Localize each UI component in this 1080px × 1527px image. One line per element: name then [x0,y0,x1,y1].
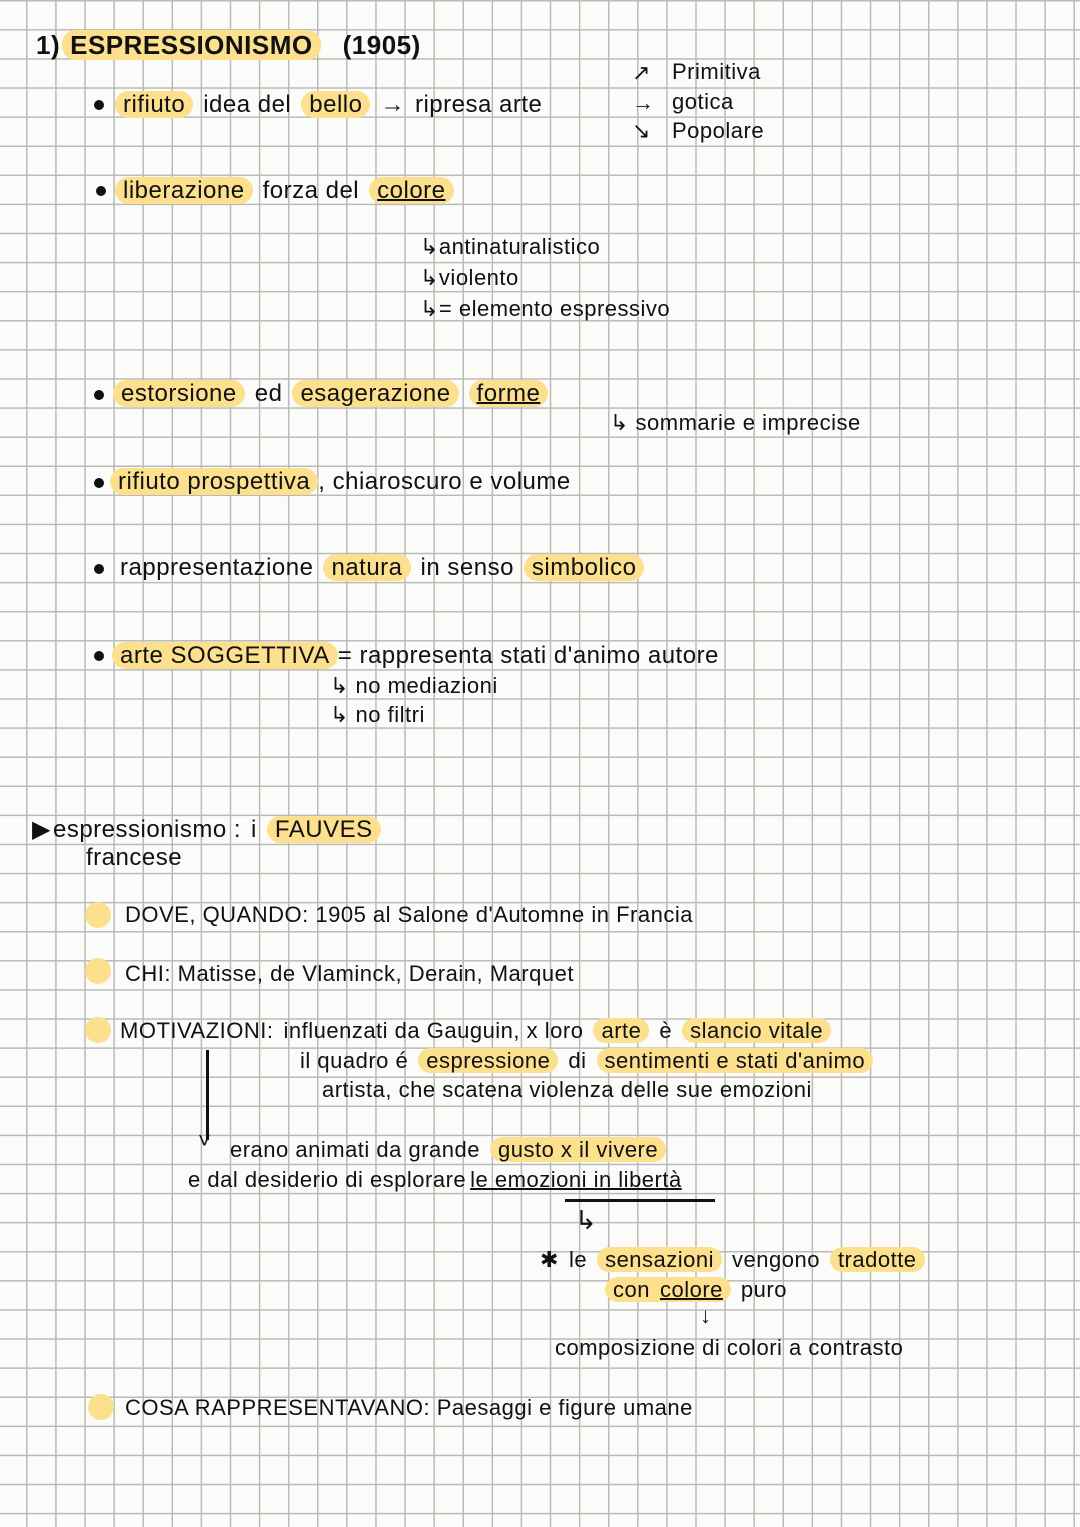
underlined-emozioni: le emozioni in libertà [470,1167,682,1192]
text: e dal desiderio di esplorare [188,1167,467,1192]
bullet-liberazione [115,176,464,206]
bullet-dot [94,478,104,488]
yellow-circle-icon [88,1394,114,1420]
item-motivazioni [120,1016,841,1046]
sub-item: ↳ no mediazioni [330,673,498,698]
bullet-dot [96,186,106,196]
branch-arrow-icon: → [632,90,654,115]
section-header [32,815,391,845]
hl-tradotte: tradotte [830,1247,925,1272]
text: di [568,1048,587,1073]
hl-gusto: gusto x il vivere [490,1137,666,1162]
section-subtitle: francese [86,844,183,871]
curved-arrow-icon: ↳ [575,1205,597,1235]
motivazioni-line2 [300,1046,883,1076]
text: i [251,816,257,843]
down-arrow-icon: ˅ [198,1128,211,1153]
text: = rappresenta stati d'animo autore [337,642,719,669]
text: le [568,1247,588,1272]
text: il quadro é [300,1048,409,1073]
bullet-estorsione [113,379,558,409]
bullet-dot [94,564,104,574]
hl-estorsione: estorsione [113,380,245,407]
down-arrow-icon: ↓ [700,1303,711,1328]
hl-slancio: slancio vitale [682,1018,831,1043]
text: in senso [420,554,514,581]
branch-primitiva: Primitiva [672,59,761,84]
text: ripresa arte [414,91,543,118]
sub-item: ↳violento [420,265,519,290]
text: puro [740,1277,787,1302]
text: vengono [732,1247,820,1272]
yellow-circle-icon [85,902,111,928]
item-chi: CHI: Matisse, de Vlaminck, Derain, Marquet [125,961,574,986]
bullet-rifiuto-bello [115,90,552,120]
arrow-icon: → [380,91,405,118]
erano-line [230,1135,676,1165]
text: influenzati da Gauguin, x loro [283,1018,584,1043]
bullet-natura [120,553,654,583]
hl-arte-soggettiva: arte SOGGETTIVA [112,642,338,669]
hl-espressione: espressione [418,1048,558,1073]
star-icon: ✱ [540,1247,559,1272]
bullet-dot [94,390,104,400]
item-dove-quando: DOVE, QUANDO: 1905 al Salone d'Automne in Francia [125,902,693,927]
triangle-marker-icon: ▶ [32,816,51,843]
text: colore [659,1277,723,1302]
down-arrow-line [206,1050,209,1140]
sensazioni-line [540,1245,935,1275]
bullet-dot [94,100,104,110]
sub-item: ↳ no filtri [330,702,425,727]
hl-rifiuto: rifiuto [115,91,193,118]
text: ed [254,380,283,407]
hl-colore: colore [369,177,453,204]
text: con [613,1277,650,1302]
hl-simbolico: simbolico [524,554,645,581]
hl-natura: natura [323,554,410,581]
text: rappresentazione [120,554,314,581]
hl-fauves: FAUVES [267,816,381,843]
label: MOTIVAZIONI: [120,1018,274,1043]
text: è [659,1018,673,1043]
branch-popolare: Popolare [672,118,765,143]
bullet-dot [94,651,104,661]
text: idea del [203,91,292,118]
page-title [36,30,431,60]
hl-forme: forme [469,380,549,407]
desiderio-line [188,1165,692,1195]
sub-item: ↳ sommarie e imprecise [610,410,861,435]
hl-sentimenti: sentimenti e stati d'animo [597,1048,874,1073]
hl-liberazione: liberazione [115,177,253,204]
text: forza del [262,177,360,204]
hl-bello: bello [301,91,370,118]
sub-item: ↳= elemento espressivo [420,296,671,321]
branch-gotica: gotica [672,89,734,114]
hl-arte: arte [593,1018,649,1043]
title-year: (1905) [342,30,421,60]
item-cosa: COSA RAPPRESENTAVANO: Paesaggi e figure umane [125,1395,693,1420]
bullet-prospettiva [110,467,581,497]
colore-puro-line [605,1275,797,1305]
hl-sensazioni: sensazioni [597,1247,722,1272]
branch-arrow-icon: ↗ [632,60,651,85]
title-text: ESPRESSIONISMO [62,30,321,60]
yellow-circle-icon [85,1017,111,1043]
hl-esagerazione: esagerazione [292,380,458,407]
bullet-soggettiva [112,641,729,671]
title-number: 1) [36,30,61,60]
text: , chiaroscuro e volume [318,468,571,495]
text: erano animati da grande [230,1137,480,1162]
sub-item: ↳antinaturalistico [420,234,601,259]
branch-arrow-icon: ↘ [632,118,651,143]
hl-rifiuto-prospettiva: rifiuto prospettiva [110,468,318,495]
yellow-circle-icon [85,958,111,984]
underline [565,1199,715,1202]
motivazioni-line3: artista, che scatena violenza delle sue emozioni [322,1077,812,1102]
hl-con-colore [605,1277,731,1302]
composizione-line: composizione di colori a contrasto [555,1335,904,1360]
text: espressionismo : [52,816,242,843]
